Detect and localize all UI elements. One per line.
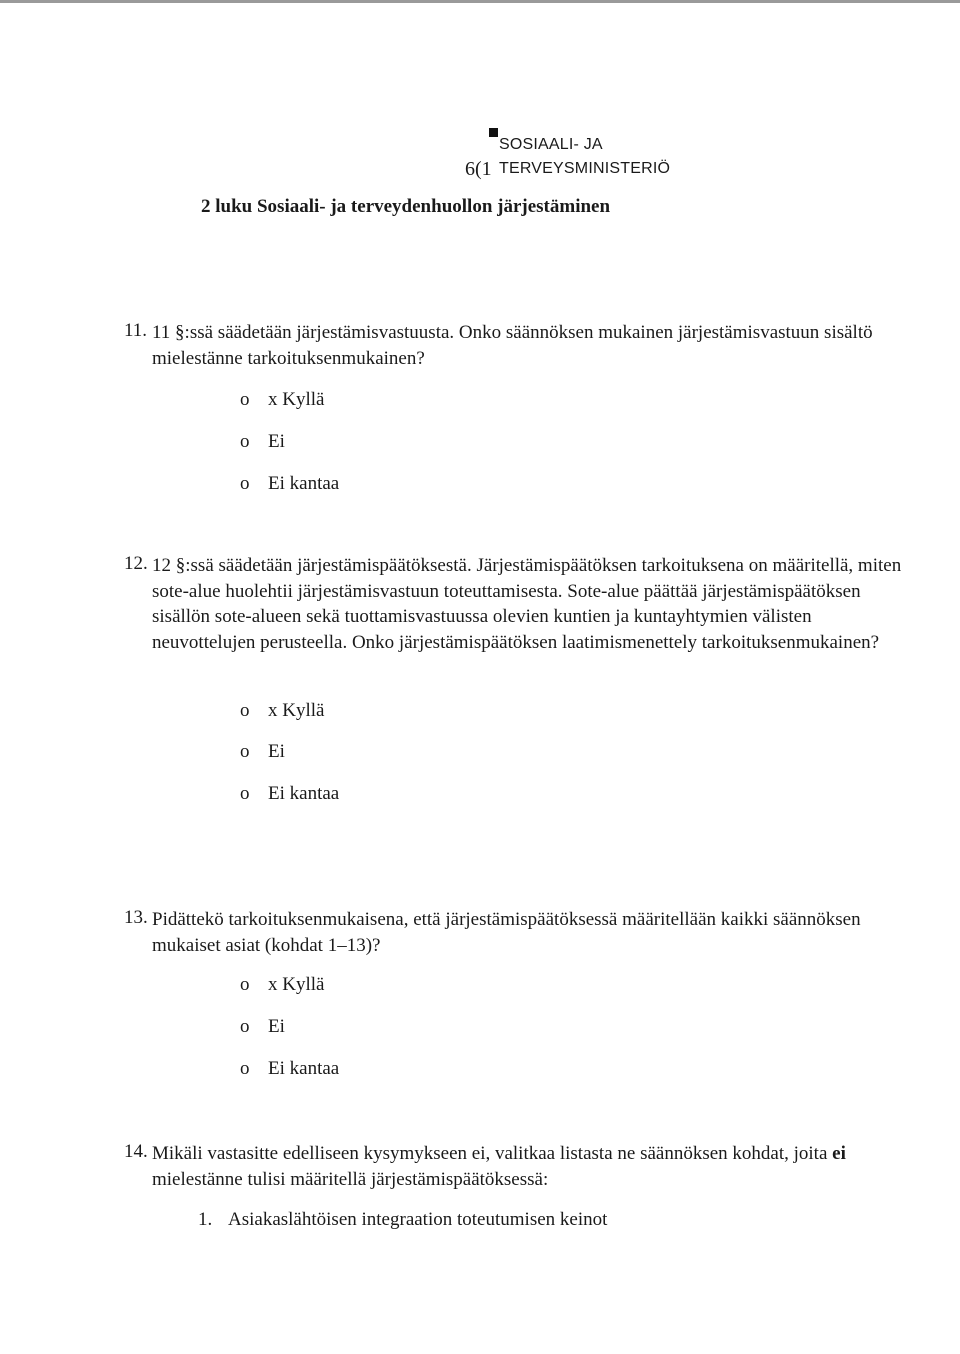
question-number: 12.	[124, 553, 148, 574]
option-label: Ei kantaa	[268, 783, 340, 804]
question-number: 14.	[124, 1141, 148, 1162]
question-text: 12 §:ssä säädetään järjestämispäätöksestä. Järjestämispäätöksen tarkoituksena on määritellä, miten sote-alue huolehtii järjestämisvastuun toteuttamisesta. Sote-alue päättää järjestämispäätöksen sisällön sote-alueen sekä tuottamisvastuussa olevien kuntien ja kuntayhtymien välisten neuvottelujen perusteella. Onko järjestämispäätöksen laatimismenettely tarkoituksenmukainen?	[152, 555, 902, 653]
chapter-title: 2 luku Sosiaali- ja terveydenhuollon järjestäminen	[201, 196, 611, 217]
option-bullet: o	[240, 974, 250, 995]
option-bullet: o	[240, 700, 250, 721]
option-bullet: o	[240, 389, 250, 410]
question-text: 11 §:ssä säädetään järjestämisvastuusta. Onko säännöksen mukainen järjestämisvastuun sisältö mielestänne tarkoituksenmukainen?	[152, 322, 873, 369]
question-text-part: mielestänne tulisi määritellä järjestämispäätöksessä:	[152, 1168, 549, 1190]
option-bullet: o	[240, 431, 250, 452]
question-text	[152, 1141, 882, 1192]
option-label: x Kyllä	[268, 700, 325, 721]
option-bullet: o	[240, 473, 250, 494]
option-label: Ei kantaa	[268, 473, 340, 494]
list-item-number: 1.	[198, 1209, 213, 1230]
question-text-part: Mikäli vastasitte edelliseen kysymykseen ei, valitkaa listasta ne säännöksen kohdat, joita	[152, 1143, 828, 1164]
list-item-label: Asiakaslähtöisen integraation toteutumisen keinot	[228, 1209, 608, 1230]
header-mark-square	[489, 128, 498, 137]
option-label: Ei	[268, 1016, 285, 1037]
question-number: 13.	[124, 907, 148, 928]
option-label: x Kyllä	[268, 389, 325, 410]
option-bullet: o	[240, 1016, 250, 1037]
question-text: Pidättekö tarkoituksenmukaisena, että järjestämispäätöksessä määritellään kaikki säännöksen mukaiset asiat (kohdat 1–13)?	[152, 909, 861, 956]
list-item[interactable]	[198, 1209, 608, 1231]
option-bullet: o	[240, 741, 250, 762]
ministry-name-line2: TERVEYSMINISTERIÖ	[499, 160, 671, 177]
scan-top-edge	[0, 0, 960, 3]
option-label: Ei	[268, 431, 285, 452]
page-number: 6(1	[465, 158, 492, 180]
option-label: Ei kantaa	[268, 1058, 340, 1079]
option-label: Ei	[268, 741, 285, 762]
question-number: 11.	[124, 320, 148, 341]
question-text-emphasis: ei	[832, 1143, 846, 1164]
option-label: x Kyllä	[268, 974, 325, 995]
option-bullet: o	[240, 783, 250, 804]
option-bullet: o	[240, 1058, 250, 1079]
ministry-name-line1: SOSIAALI- JA	[499, 136, 603, 153]
